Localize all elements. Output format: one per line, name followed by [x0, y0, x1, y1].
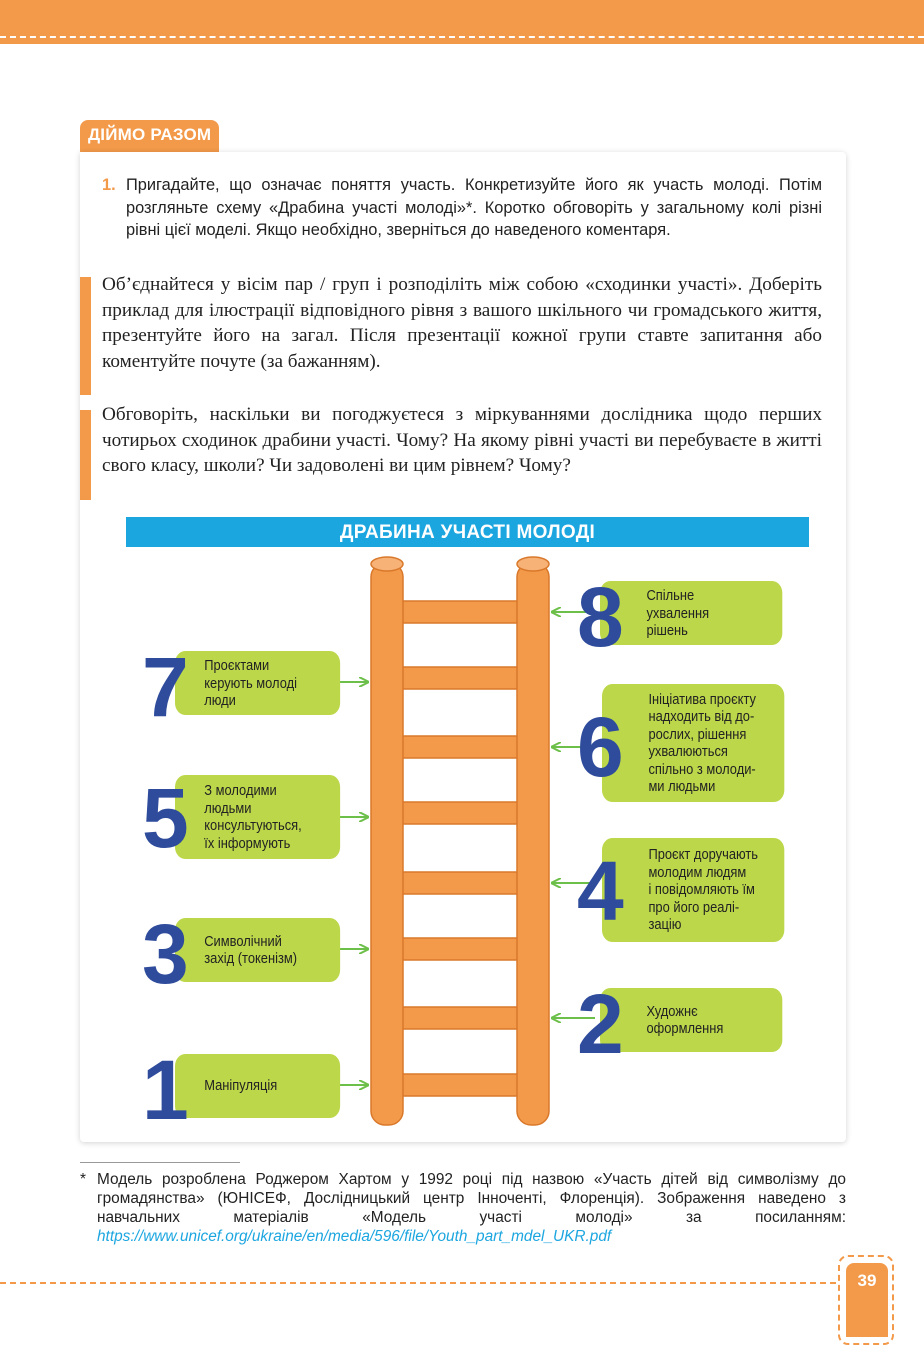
footnote-link[interactable]: https://www.unicef.org/ukraine/en/media/596/file/Youth_part_mdel_UKR.pdf — [97, 1228, 612, 1245]
level-7-label — [175, 651, 340, 715]
level-3-line: захід (токенізм) — [204, 950, 298, 967]
level-1-label — [175, 1054, 340, 1118]
level-8-line: Спільне — [646, 587, 695, 604]
level-5-line: З молодими — [204, 782, 277, 799]
level-5-line: людьми — [204, 799, 252, 817]
level-3-label — [175, 918, 340, 982]
ladder-rail-left-top — [371, 557, 403, 571]
level-4-label — [602, 838, 784, 942]
ladder-rung-4 — [390, 802, 530, 824]
level-6-line: надходить від до- — [648, 708, 755, 725]
ladder-rail-right-top — [517, 557, 549, 571]
ladder-rail-right — [517, 563, 549, 1125]
level-4-number: 4 — [577, 844, 624, 938]
level-7-line: керують молоді — [204, 674, 298, 692]
level-6-line: ми людьми — [648, 778, 716, 795]
level-2-number: 2 — [577, 977, 624, 1071]
level-8-line: ухвалення — [646, 604, 710, 622]
level-4-line: молодим людям — [648, 863, 747, 881]
level-6-line: спільно з молоди- — [648, 760, 756, 778]
level-7-line: Проєктами — [204, 657, 270, 674]
ladder-rung-2 — [390, 667, 530, 689]
level-1-line: Маніпуляція — [204, 1077, 278, 1095]
level-6-line: рослих, рішення — [648, 725, 747, 743]
bottom-dash-line — [0, 1282, 836, 1284]
ladder-rung-6 — [390, 938, 530, 960]
level-4-line: зацію — [648, 916, 682, 934]
task-number: 1. — [102, 176, 116, 194]
level-6-label — [602, 684, 784, 802]
ladder-rung-7 — [390, 1007, 530, 1029]
level-6-number: 6 — [577, 700, 624, 794]
level-2-line: Художнє — [646, 1002, 698, 1020]
ladder-rail-left — [371, 563, 403, 1125]
level-5-number: 5 — [142, 771, 189, 865]
level-3-number: 3 — [142, 907, 189, 1001]
level-6-line: ухвалюються — [648, 743, 728, 760]
ladder-rung-1 — [390, 601, 530, 623]
level-2-line: оформлення — [646, 1020, 724, 1037]
level-2-label — [600, 988, 782, 1052]
level-7-line: люди — [204, 692, 236, 709]
section-label: ДІЙМО РАЗОМ — [80, 120, 219, 152]
level-8-number: 8 — [577, 570, 624, 664]
level-4-line: Проєкт доручають — [648, 846, 759, 864]
level-4-line: про його реалі- — [648, 898, 740, 916]
level-5-line: консультуються, — [204, 817, 302, 834]
ladder-rung-5 — [390, 872, 530, 894]
ladder-rungs — [390, 601, 530, 1096]
level-8-line: рішень — [646, 622, 688, 639]
paragraph-discussion: Обговоріть, наскільки ви погоджуєтеся з міркуваннями дослідника щодо перших чотирьох сходинок драбини участі. Чому? На якому рівні участі ви перебуваєте в житті свого класу, школи? Чи задоволені ви цим рівнем? Чому? — [102, 404, 822, 476]
diagram-title: ДРАБИНА УЧАСТІ МОЛОДІ — [126, 517, 809, 547]
ladder-rung-3 — [390, 736, 530, 758]
page-number: 39 — [857, 1271, 877, 1290]
level-4-line: і повідомляють їм — [648, 881, 755, 899]
footnote — [80, 1170, 846, 1246]
ladder-rung-8 — [390, 1074, 530, 1096]
level-6-line: Ініціатива проєкту — [648, 690, 756, 708]
level-8-label — [600, 581, 782, 645]
task-text: Пригадайте, що означає поняття участь. Конкретизуйте його як участь молоді. Потім розгляньте схему «Драбина участі молоді»*. Коротко обговоріть у загальному колі різні рівні цієї моделі. Якщо необхідно, зверніться до наведеного коментаря. — [126, 176, 822, 239]
level-5-line: їх інформують — [204, 834, 291, 852]
footnote-text: Модель розроблена Роджером Хартом у 1992 році під назвою «Участь дітей від символізму до громадянства» (ЮНІСЕФ, Дослідницький центр Інноченті, Флоренція). Зображення наведено з навчальних матеріалів «Модель участі молоді» за посиланням: — [97, 1171, 846, 1226]
footnote-mark: * — [80, 1171, 86, 1188]
footnote-rule — [80, 1162, 240, 1163]
paragraph-groups: Об’єднайтеся у вісім пар / груп і розподіліть між собою «сходинки участі». Доберіть приклад для ілюстрації відповідного рівня з вашого шкільного чи громадського життя, презентуйте його на загал. Після презентації кожної групи ставте запитання або коментуйте почуте (за бажанням). — [102, 274, 822, 372]
ladder-rails — [371, 557, 549, 1125]
level-7-number: 7 — [142, 640, 189, 734]
level-1-number: 1 — [142, 1043, 189, 1137]
level-3-line: Символічний — [204, 932, 282, 950]
level-5-label — [175, 775, 340, 859]
